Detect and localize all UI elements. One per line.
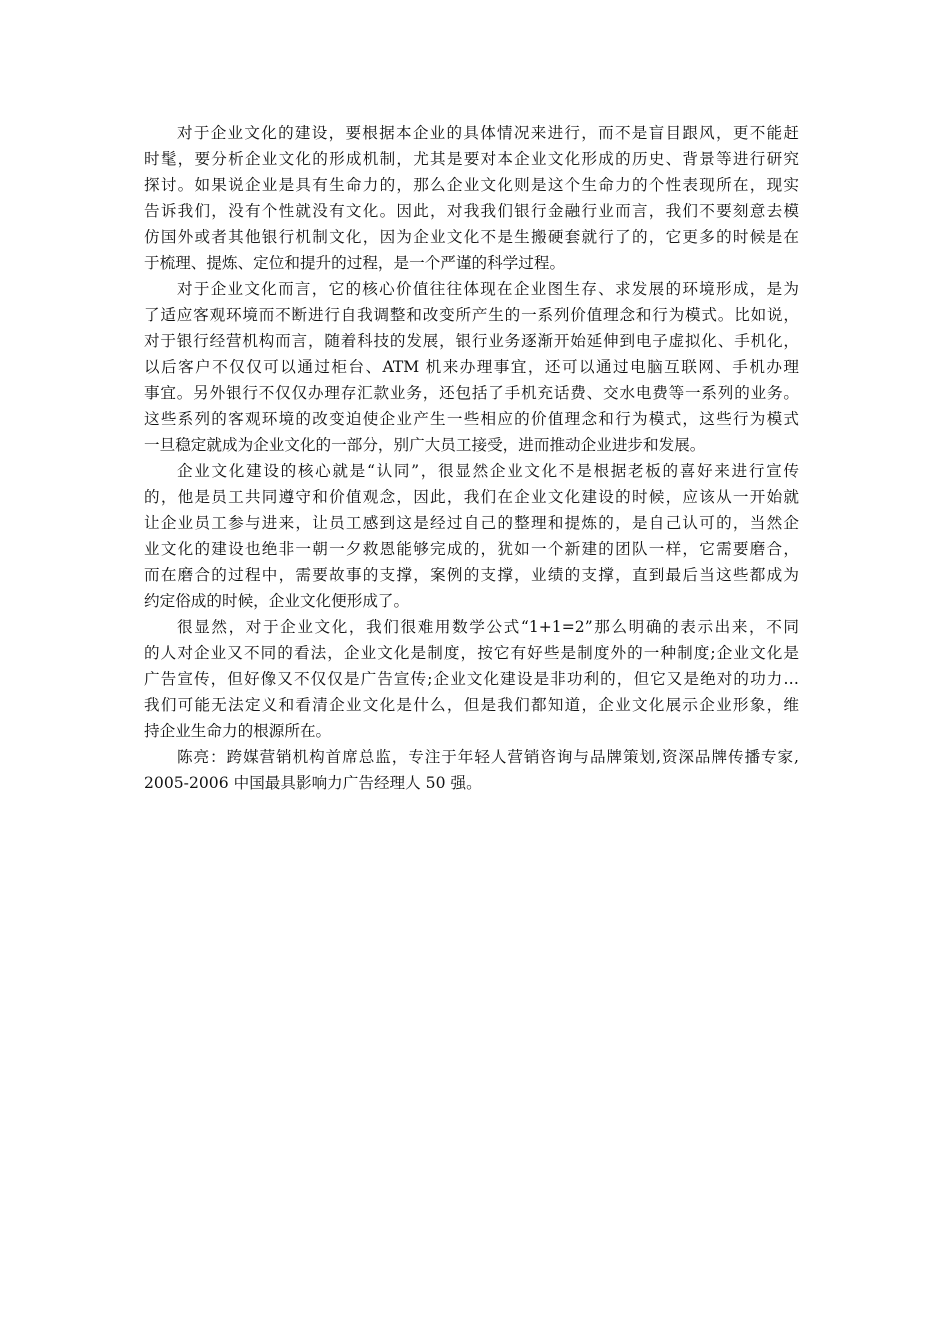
text-line: 业文化的建设也绝非一朝一夕救恩能够完成的，犹如一个新建的团队一样，它需要磨合， — [144, 540, 799, 558]
paragraph-1 — [144, 120, 804, 276]
text-line: 2005-2006 中国最具影响力广告经理人 50 强。 — [144, 774, 482, 792]
text-line: 告诉我们，没有个性就没有文化。因此，对我我们银行金融行业而言，我们不要刻意去模 — [144, 202, 799, 220]
text-line: 约定俗成的时候，企业文化便形成了。 — [144, 592, 410, 610]
text-line: 时髦，要分析企业文化的形成机制，尤其是要对本企业文化形成的历史、背景等进行研究 — [144, 150, 799, 168]
paragraph-2 — [144, 276, 804, 458]
text-line: 仿国外或者其他银行机制文化，因为企业文化不是生搬硬套就行了的，它更多的时候是在 — [144, 228, 799, 246]
author-bio — [144, 744, 804, 796]
text-line: 于梳理、提炼、定位和提升的过程，是一个严谨的科学过程。 — [144, 254, 566, 272]
text-line: 一旦稳定就成为企业文化的一部分，别广大员工接受，进而推动企业进步和发展。 — [144, 436, 706, 454]
text-line: 这些系列的客观环境的改变迫使企业产生一些相应的价值理念和行为模式，这些行为模式 — [144, 410, 799, 428]
text-line: 的，他是员工共同遵守和价值观念，因此，我们在企业文化建设的时候，应该从一开始就 — [144, 488, 799, 506]
text-line: 对于银行经营机构而言，随着科技的发展，银行业务逐渐开始延伸到电子虚拟化、手机化， — [144, 332, 799, 350]
text-line: 很显然，对于企业文化，我们很难用数学公式“1+1=2”那么明确的表示出来，不同 — [177, 618, 799, 636]
paragraph-4 — [144, 614, 804, 744]
text-line: 企业文化建设的核心就是“认同”，很显然企业文化不是根据老板的喜好来进行宣传 — [177, 462, 799, 480]
text-line: 的人对企业又不同的看法，企业文化是制度，按它有好些是制度外的一种制度;企业文化是 — [144, 644, 799, 662]
text-line: 了适应客观环境而不断进行自我调整和改变所产生的一系列价值理念和行为模式。比如说， — [144, 306, 799, 324]
text-line: 我们可能无法定义和看清企业文化是什么，但是我们都知道，企业文化展示企业形象，维 — [144, 696, 799, 714]
text-line: 广告宣传，但好像又不仅仅是广告宣传;企业文化建设是非功利的，但它又是绝对的功力… — [144, 670, 799, 688]
text-line: 对于企业文化的建设，要根据本企业的具体情况来进行，而不是盲目跟风，更不能赶 — [177, 124, 799, 142]
text-line: 持企业生命力的根源所在。 — [144, 722, 332, 740]
text-line: 对于企业文化而言，它的核心价值往往体现在企业图生存、求发展的环境形成，是为 — [177, 280, 799, 298]
paragraph-3 — [144, 458, 804, 614]
document-body — [144, 120, 804, 796]
text-line: 事宜。另外银行不仅仅办理存汇款业务，还包括了手机充话费、交水电费等一系列的业务。 — [144, 384, 799, 402]
text-line: 陈亮：跨媒营销机构首席总监，专注于年轻人营销咨询与品牌策划,资深品牌传播专家, — [177, 748, 799, 766]
text-line: 以后客户不仅仅可以通过柜台、ATM 机来办理事宜，还可以通过电脑互联网、手机办理 — [144, 358, 799, 376]
text-line: 而在磨合的过程中，需要故事的支撑，案例的支撑，业绩的支撑，直到最后当这些都成为 — [144, 566, 799, 584]
text-line: 探讨。如果说企业是具有生命力的，那么企业文化则是这个生命力的个性表现所在，现实 — [144, 176, 799, 194]
text-line: 让企业员工参与进来，让员工感到这是经过自己的整理和提炼的，是自己认可的，当然企 — [144, 514, 799, 532]
